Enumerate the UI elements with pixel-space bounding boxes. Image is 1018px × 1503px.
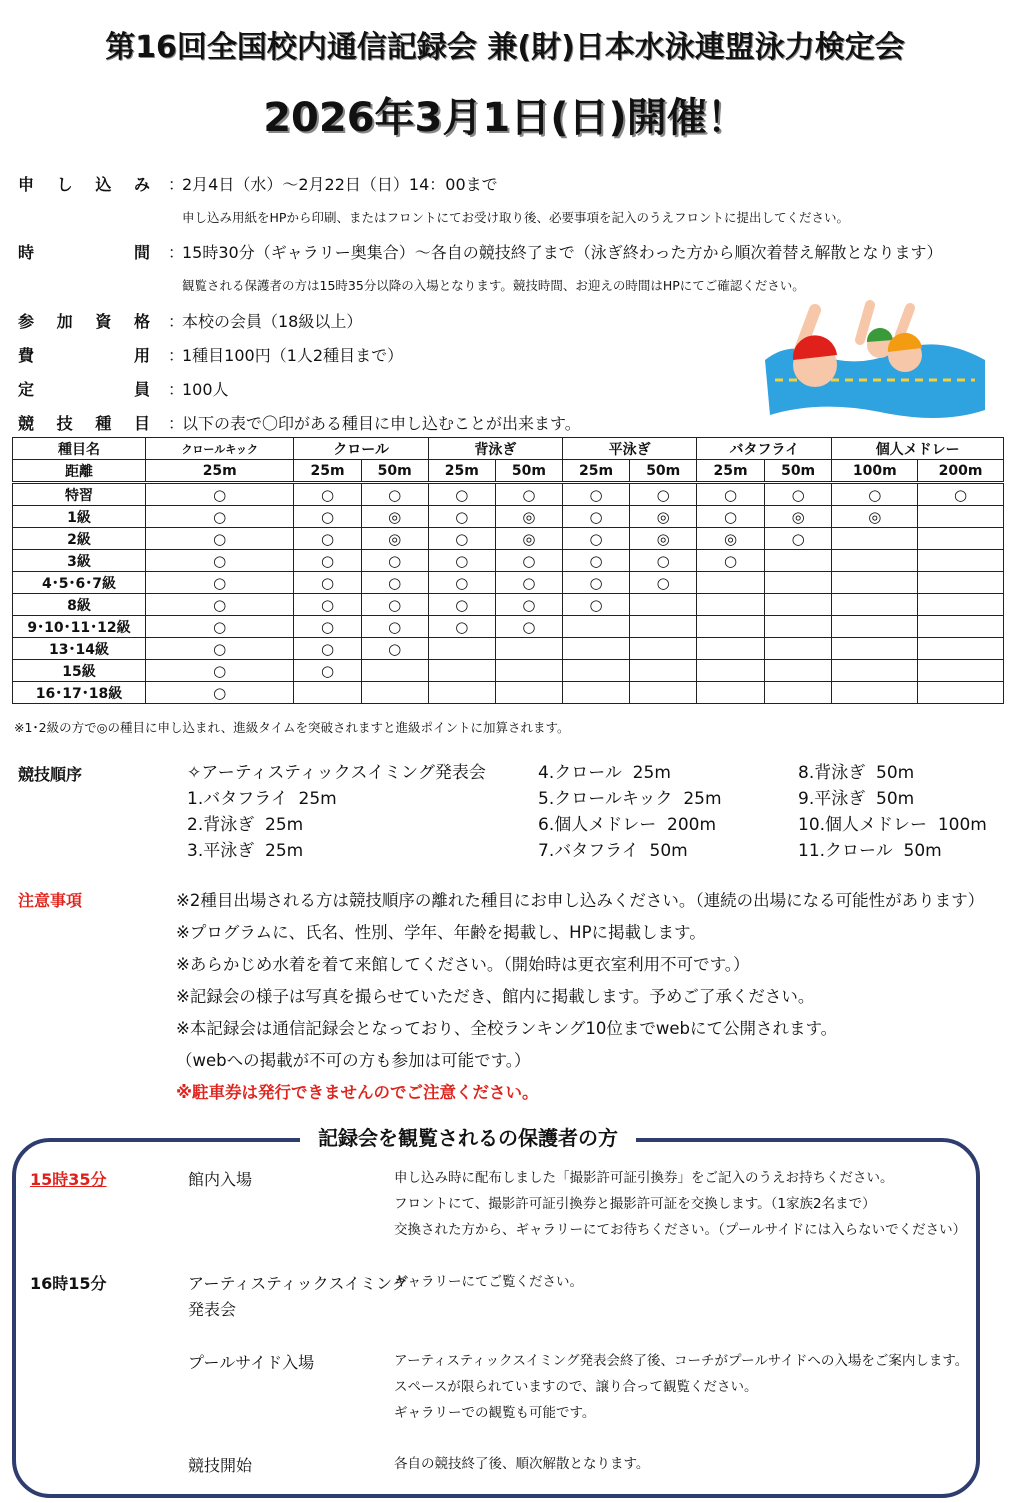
- eligibility-cell: [428, 660, 495, 682]
- eligibility-cell: [832, 682, 918, 704]
- schedule-desc: [394, 1269, 583, 1295]
- distance: 25m: [563, 460, 630, 483]
- eligibility-cell: ○: [495, 594, 562, 616]
- info-label: 時間: [18, 243, 150, 262]
- eligibility-cell: [361, 660, 428, 682]
- eligibility-cell: [832, 594, 918, 616]
- distance-header: 距離: [13, 460, 146, 483]
- eligibility-cell: [697, 616, 765, 638]
- order-item: 6.個人メドレー 200m: [538, 815, 717, 835]
- table-row: [13, 660, 1004, 682]
- eligibility-cell: ○: [294, 638, 361, 660]
- table-row: [13, 506, 1004, 528]
- info-value: 2月4日（水）～2月22日（日）14：00まで: [182, 175, 498, 194]
- eligibility-cell: ○: [697, 506, 765, 528]
- caution-item: ※2種目出場される方は競技順序の離れた種目にお申し込みください。（連続の出場になる可能性があります）: [176, 891, 985, 910]
- eligibility-cell: [563, 660, 630, 682]
- table-row: [13, 638, 1004, 660]
- eligibility-cell: [563, 638, 630, 660]
- info-label: 費用: [18, 346, 150, 365]
- eligibility-cell: [832, 550, 918, 572]
- eligibility-cell: ○: [428, 506, 495, 528]
- info-subtext: 観覧される保護者の方は15時35分以降の入場となります。競技時間、お迎えの時間はHPにてご確認ください。: [182, 278, 805, 293]
- distance: 25m: [428, 460, 495, 483]
- eligibility-cell: ○: [294, 594, 361, 616]
- eligibility-cell: [764, 660, 832, 682]
- table-row: [13, 528, 1004, 550]
- info-label: 参加資格: [18, 312, 150, 331]
- eligibility-cell: [361, 682, 428, 704]
- info-value: 以下の表で〇印がある種目に申し込むことが出来ます。: [182, 414, 581, 433]
- eligibility-cell: [918, 638, 1004, 660]
- eligibility-cell: ○: [428, 550, 495, 572]
- eligibility-cell: [294, 682, 361, 704]
- distance: 25m: [294, 460, 361, 483]
- order-item: 7.バタフライ 50m: [538, 841, 688, 861]
- eligibility-cell: ○: [294, 616, 361, 638]
- colon: ：: [168, 312, 185, 331]
- eligibility-cell: [697, 638, 765, 660]
- schedule-desc: [394, 1165, 966, 1243]
- eligibility-cell: ○: [361, 572, 428, 594]
- table-row: [13, 483, 1004, 506]
- grade: 13･14級: [13, 638, 146, 660]
- desc-line: フロントにて、撮影許可証引換券と撮影許可証を交換します。（1家族2名まで）: [394, 1196, 876, 1212]
- grade: 2級: [13, 528, 146, 550]
- grade: 16･17･18級: [13, 682, 146, 704]
- eligibility-cell: [764, 572, 832, 594]
- eligibility-cell: ◎: [630, 506, 697, 528]
- eligibility-cell: ○: [495, 616, 562, 638]
- event-header: 種目名: [13, 438, 146, 460]
- distance: 200m: [918, 460, 1004, 483]
- table-note: ※1･2級の方で◎の種目に申し込まれ、進級タイムを突破されますと進級ポイントに加算されます。: [14, 720, 570, 735]
- eligibility-cell: ○: [361, 594, 428, 616]
- time-1535: 15時35分: [30, 1170, 107, 1189]
- order-label: 競技順序: [18, 765, 83, 784]
- eligibility-cell: [428, 682, 495, 704]
- eligibility-cell: ◎: [764, 506, 832, 528]
- eligibility-cell: ○: [495, 572, 562, 594]
- event-name: 個人メドレー: [832, 438, 1004, 460]
- eligibility-cell: [697, 572, 765, 594]
- eligibility-cell: ○: [146, 506, 294, 528]
- events-table: [12, 437, 1004, 704]
- grade: 1級: [13, 506, 146, 528]
- eligibility-cell: [918, 660, 1004, 682]
- eligibility-cell: [630, 682, 697, 704]
- table-row: [13, 616, 1004, 638]
- eligibility-cell: [697, 682, 765, 704]
- eligibility-cell: ○: [361, 550, 428, 572]
- info-row: [18, 172, 1018, 196]
- eligibility-cell: ○: [764, 528, 832, 550]
- eligibility-cell: ◎: [361, 528, 428, 550]
- order-item: 5.クロールキック 25m: [538, 789, 722, 809]
- eligibility-cell: [918, 594, 1004, 616]
- eligibility-cell: [764, 638, 832, 660]
- eligibility-cell: ○: [563, 528, 630, 550]
- eligibility-cell: [918, 682, 1004, 704]
- info-value: 15時30分（ギャラリー奥集合）～各自の競技終了まで（泳ぎ終わった方から順次着替え解散となります）: [182, 243, 943, 262]
- eligibility-cell: ○: [697, 483, 765, 506]
- distance-row: [13, 460, 1004, 483]
- grade: 特習: [13, 483, 146, 506]
- eligibility-cell: ○: [294, 483, 361, 506]
- schedule-label-2: 発表会: [188, 1300, 237, 1319]
- eligibility-cell: [918, 572, 1004, 594]
- eligibility-cell: ○: [630, 483, 697, 506]
- eligibility-cell: ○: [146, 682, 294, 704]
- order-item: 2.背泳ぎ 25m: [187, 815, 304, 835]
- eligibility-cell: ○: [563, 483, 630, 506]
- desc-line: アーティスティックスイミング発表会終了後、コーチがプールサイドへの入場をご案内します。: [394, 1353, 969, 1369]
- eligibility-cell: ○: [294, 506, 361, 528]
- eligibility-cell: ◎: [495, 506, 562, 528]
- page-title: 第16回全国校内通信記録会 兼(財)日本水泳連盟泳力検定会: [105, 30, 905, 65]
- eligibility-cell: [563, 682, 630, 704]
- desc-line: 交換された方から、ギャラリーにてお待ちください。（プールサイドには入らないでください）: [394, 1222, 967, 1238]
- eligibility-cell: ○: [361, 616, 428, 638]
- eligibility-cell: [630, 638, 697, 660]
- eligibility-cell: ○: [294, 528, 361, 550]
- eligibility-cell: ◎: [832, 506, 918, 528]
- eligibility-cell: ○: [146, 528, 294, 550]
- caution-item: ※本記録会は通信記録会となっており、全校ランキング10位までwebにて公開されます。: [176, 1019, 838, 1038]
- cautions-label: 注意事項: [18, 891, 83, 910]
- distance: 50m: [630, 460, 697, 483]
- eligibility-cell: ○: [428, 616, 495, 638]
- caution-item: ※プログラムに、氏名、性別、学年、年齢を掲載し、HPに掲載します。: [176, 923, 706, 942]
- order-item: 8.背泳ぎ 50m: [798, 763, 915, 783]
- eligibility-cell: [428, 638, 495, 660]
- eligibility-cell: ○: [146, 483, 294, 506]
- event-name: クロール: [294, 438, 428, 460]
- eligibility-cell: [918, 506, 1004, 528]
- eligibility-cell: ○: [294, 660, 361, 682]
- eligibility-cell: [630, 616, 697, 638]
- distance: 25m: [697, 460, 765, 483]
- distance: 25m: [146, 460, 294, 483]
- eligibility-cell: [630, 594, 697, 616]
- desc-line: ギャラリーにてご覧ください。: [394, 1274, 583, 1290]
- info-row: [18, 240, 1018, 264]
- eligibility-cell: ○: [563, 572, 630, 594]
- eligibility-cell: [630, 660, 697, 682]
- eligibility-cell: [563, 616, 630, 638]
- eligibility-cell: ○: [563, 506, 630, 528]
- eligibility-cell: ○: [918, 483, 1004, 506]
- order-column: [798, 760, 987, 864]
- eligibility-cell: ◎: [495, 528, 562, 550]
- eligibility-cell: ○: [428, 572, 495, 594]
- distance: 50m: [495, 460, 562, 483]
- eligibility-cell: [495, 682, 562, 704]
- order-item: ✧アーティスティックスイミング発表会: [187, 763, 486, 783]
- eligibility-cell: ○: [294, 550, 361, 572]
- caution-item: ※記録会の様子は写真を撮らせていただき、館内に掲載します。予めご了承ください。: [176, 987, 815, 1006]
- eligibility-cell: [832, 616, 918, 638]
- eligibility-cell: [918, 550, 1004, 572]
- order-item: 4.クロール 25m: [538, 763, 671, 783]
- eligibility-cell: [918, 528, 1004, 550]
- eligibility-cell: [832, 572, 918, 594]
- eligibility-cell: ○: [495, 483, 562, 506]
- schedule-desc: [394, 1451, 649, 1477]
- eligibility-cell: ○: [630, 550, 697, 572]
- distance: 50m: [764, 460, 832, 483]
- caution-item: （webへの掲載が不可の方も参加は可能です。）: [176, 1051, 531, 1070]
- grade: 4･5･6･7級: [13, 572, 146, 594]
- info-value: 100人: [182, 380, 229, 399]
- eligibility-cell: ○: [495, 550, 562, 572]
- eligibility-cell: [832, 528, 918, 550]
- eligibility-cell: ○: [361, 638, 428, 660]
- order-item: 9.平泳ぎ 50m: [798, 789, 915, 809]
- desc-line: スペースが限られていますので、譲り合って観覧ください。: [394, 1379, 758, 1395]
- desc-line: 申し込み時に配布しました「撮影許可証引換券」をご記入のうえお持ちください。: [394, 1170, 894, 1186]
- distance: 100m: [832, 460, 918, 483]
- eligibility-cell: [697, 594, 765, 616]
- info-value: 1種目100円（1人2種目まで）: [182, 346, 404, 365]
- grade: 8級: [13, 594, 146, 616]
- eligibility-cell: ○: [764, 483, 832, 506]
- colon: ：: [168, 175, 185, 194]
- eligibility-cell: ◎: [361, 506, 428, 528]
- table-row: [13, 594, 1004, 616]
- eligibility-cell: ○: [146, 660, 294, 682]
- eligibility-cell: [832, 660, 918, 682]
- schedule-label: 競技開始: [188, 1456, 253, 1475]
- eligibility-cell: [697, 660, 765, 682]
- eligibility-cell: [764, 594, 832, 616]
- eligibility-cell: ○: [428, 483, 495, 506]
- eligibility-cell: ○: [361, 483, 428, 506]
- eligibility-cell: [495, 638, 562, 660]
- distance: 50m: [361, 460, 428, 483]
- event-name: バタフライ: [697, 438, 832, 460]
- table-row: [13, 550, 1004, 572]
- eligibility-cell: ○: [146, 638, 294, 660]
- event-name: 平泳ぎ: [563, 438, 697, 460]
- table-row: [13, 682, 1004, 704]
- eligibility-cell: ○: [146, 572, 294, 594]
- grade: 3級: [13, 550, 146, 572]
- header-row: [13, 438, 1004, 460]
- info-label: 申し込み: [18, 175, 150, 194]
- swimmers-illustration: [760, 300, 990, 425]
- time-1615: 16時15分: [30, 1274, 107, 1293]
- schedule-label: アーティスティックスイミング: [188, 1274, 408, 1293]
- order-item: 3.平泳ぎ 25m: [187, 841, 304, 861]
- eligibility-cell: [764, 682, 832, 704]
- info-label: 競技種目: [18, 414, 150, 433]
- eligibility-cell: ○: [832, 483, 918, 506]
- schedule-label: プールサイド入場: [188, 1353, 315, 1372]
- schedule-label: 館内入場: [188, 1170, 253, 1189]
- event-date: 2026年3月1日(日)開催！: [263, 95, 747, 141]
- eligibility-cell: ○: [146, 550, 294, 572]
- order-column: [187, 760, 486, 864]
- order-item: 11.クロール 50m: [798, 841, 942, 861]
- eligibility-cell: ◎: [630, 528, 697, 550]
- eligibility-cell: ○: [146, 594, 294, 616]
- event-name: 背泳ぎ: [428, 438, 562, 460]
- colon: ：: [168, 346, 185, 365]
- desc-line: ギャラリーでの観覧も可能です。: [394, 1405, 596, 1421]
- schedule-desc: [394, 1348, 968, 1426]
- grade: 9･10･11･12級: [13, 616, 146, 638]
- order-column: [538, 760, 722, 864]
- info-subtext: 申し込み用紙をHPから印刷、またはフロントにてお受け取り後、必要事項を記入のうえフロントに提出してください。: [182, 210, 849, 225]
- colon: ：: [168, 243, 185, 262]
- guardian-title: 記録会を観覧されるの保護者の方: [300, 1122, 636, 1151]
- order-item: 1.バタフライ 25m: [187, 789, 337, 809]
- info-value: 本校の会員（18級以上）: [182, 312, 363, 331]
- eligibility-cell: ○: [630, 572, 697, 594]
- colon: ：: [168, 414, 185, 433]
- eligibility-cell: ○: [294, 572, 361, 594]
- eligibility-cell: ○: [428, 594, 495, 616]
- caution-item: ※あらかじめ水着を着て来館してください。（開始時は更衣室利用不可です。）: [176, 955, 750, 974]
- desc-line: 各自の競技終了後、順次解散となります。: [394, 1456, 650, 1472]
- eligibility-cell: [495, 660, 562, 682]
- caution-item: ※駐車券は発行できませんのでご注意ください。: [176, 1083, 539, 1102]
- colon: ：: [168, 380, 185, 399]
- order-item: 10.個人メドレー 100m: [798, 815, 987, 835]
- grade: 15級: [13, 660, 146, 682]
- eligibility-cell: [918, 616, 1004, 638]
- eligibility-cell: ○: [697, 550, 765, 572]
- eligibility-cell: ○: [428, 528, 495, 550]
- table-row: [13, 572, 1004, 594]
- event-name: クロールキック: [146, 438, 294, 460]
- eligibility-cell: [764, 616, 832, 638]
- eligibility-cell: ○: [563, 594, 630, 616]
- info-label: 定員: [18, 380, 150, 399]
- eligibility-cell: ○: [146, 616, 294, 638]
- eligibility-cell: ○: [563, 550, 630, 572]
- eligibility-cell: [832, 638, 918, 660]
- eligibility-cell: ◎: [697, 528, 765, 550]
- eligibility-cell: [764, 550, 832, 572]
